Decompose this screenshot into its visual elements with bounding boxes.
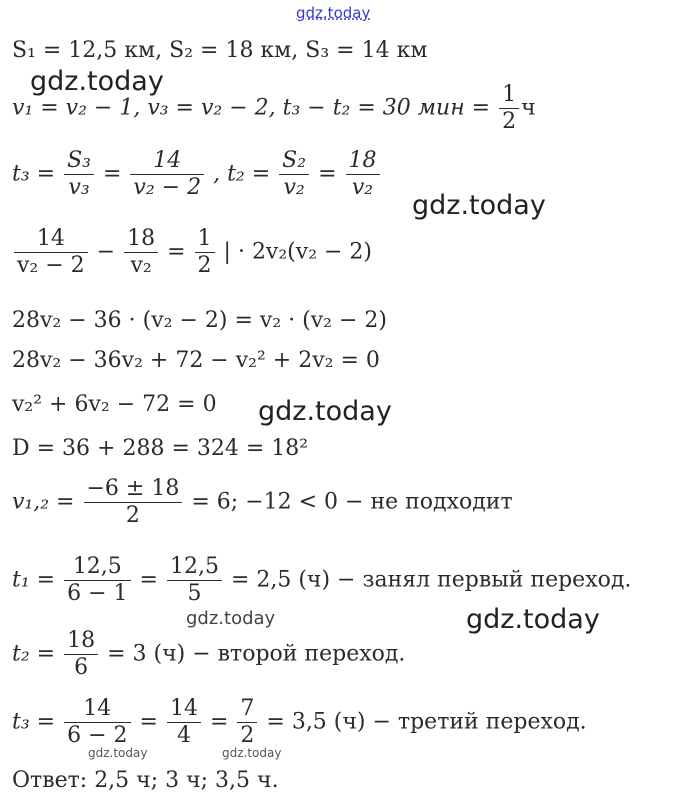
numerator: S₂ <box>279 148 309 175</box>
t1-result: = 2,5 (ч) − занял первый переход. <box>230 567 632 593</box>
roots-label: v₁,₂ = <box>12 489 75 515</box>
equals: = <box>139 709 158 735</box>
denominator: v₂ <box>351 175 374 200</box>
quadratic-equation: v₂² + 6v₂ − 72 = 0 <box>12 392 217 417</box>
numerator: 1 <box>499 82 519 109</box>
fraction <box>195 226 215 279</box>
denominator: 6 <box>74 655 89 680</box>
numerator: S₃ <box>64 148 94 175</box>
numerator: 14 <box>64 696 130 723</box>
fraction-half <box>499 82 519 135</box>
fraction <box>64 628 98 681</box>
t3-label: t₃ = <box>12 709 56 735</box>
fraction <box>237 696 257 749</box>
denominator: v₂ − 2 <box>133 175 202 200</box>
t2-label: t₂ = <box>12 641 56 667</box>
roots <box>12 476 513 529</box>
t2-result: = 3 (ч) − второй переход. <box>107 641 406 667</box>
time-formulas <box>12 148 382 201</box>
t1-calc <box>12 554 631 607</box>
minus: − <box>96 239 116 265</box>
watermark: gdz.today <box>88 746 148 760</box>
numerator: 7 <box>237 696 257 723</box>
numerator: 18 <box>64 628 98 655</box>
roots-result: = 6; −12 < 0 − не подходит <box>191 489 513 515</box>
fraction-s3-v3 <box>64 148 94 201</box>
fraction <box>167 554 222 607</box>
equals: = <box>167 239 186 265</box>
numerator: 12,5 <box>64 554 130 581</box>
denominator: 6 − 1 <box>67 581 128 606</box>
numerator: 1 <box>195 226 215 253</box>
denominator: 2 <box>502 109 517 134</box>
given-speeds <box>12 82 536 135</box>
numerator: −6 ± 18 <box>84 476 183 503</box>
denominator: v₂ <box>283 175 305 200</box>
watermark-top[interactable]: gdz.today <box>296 4 371 22</box>
fraction <box>167 696 201 749</box>
denominator: 2 <box>240 723 255 748</box>
given-distances: S₁ = 12,5 км, S₂ = 18 км, S₃ = 14 км <box>12 38 428 63</box>
fraction <box>124 226 158 279</box>
denominator: 2 <box>197 253 212 278</box>
fraction-14 <box>130 148 204 201</box>
t1-label: t₁ = <box>12 567 56 593</box>
numerator: 18 <box>346 148 380 175</box>
t2-label: , t₂ = <box>213 161 271 187</box>
equals: = <box>209 709 229 735</box>
numerator: 14 <box>130 148 204 175</box>
t2-calc <box>12 628 405 681</box>
denominator: v₃ <box>68 175 90 200</box>
fraction-roots <box>84 476 183 529</box>
equation-line: 28v₂ − 36v₂ + 72 − v₂² + 2v₂ = 0 <box>12 348 380 373</box>
numerator: 14 <box>167 696 201 723</box>
watermark: gdz.today <box>222 746 282 760</box>
watermark: gdz.today <box>412 190 546 221</box>
fraction-18 <box>346 148 380 201</box>
fraction <box>64 696 130 749</box>
denominator: 6 − 2 <box>67 723 128 748</box>
equation <box>12 226 372 279</box>
answer: Ответ: 2,5 ч; 3 ч; 3,5 ч. <box>12 768 279 793</box>
denominator: 4 <box>176 723 191 748</box>
watermark: gdz.today <box>186 608 276 629</box>
denominator: 5 <box>187 581 202 606</box>
equation-line: 28v₂ − 36 · (v₂ − 2) = v₂ · (v₂ − 2) <box>12 308 387 333</box>
discriminant: D = 36 + 288 = 324 = 18² <box>12 436 309 461</box>
watermark: gdz.today <box>466 604 600 635</box>
numerator: 18 <box>124 226 158 253</box>
equals: = <box>102 161 122 187</box>
fraction <box>14 226 88 279</box>
fraction-s2-v2 <box>279 148 309 201</box>
numerator: 14 <box>14 226 88 253</box>
equals: = <box>318 161 337 187</box>
denominator: v₂ <box>130 253 152 278</box>
numerator: 12,5 <box>167 554 222 581</box>
equals: = <box>139 567 158 593</box>
watermark: gdz.today <box>30 66 164 97</box>
denominator: 2 <box>125 503 140 528</box>
multiplier-note: | · 2v₂(v₂ − 2) <box>223 239 373 265</box>
t3-label: t₃ = <box>12 161 56 187</box>
speed-relations: v₁ = v₂ − 1, v₃ = v₂ − 2, t₃ − t₂ = 30 мин = <box>12 95 491 121</box>
denominator: v₂ − 2 <box>17 253 85 278</box>
t3-calc <box>12 696 587 749</box>
fraction <box>64 554 130 607</box>
unit-hour: ч <box>521 95 536 121</box>
t3-result: = 3,5 (ч) − третий переход. <box>266 709 587 735</box>
watermark: gdz.today <box>258 396 392 427</box>
